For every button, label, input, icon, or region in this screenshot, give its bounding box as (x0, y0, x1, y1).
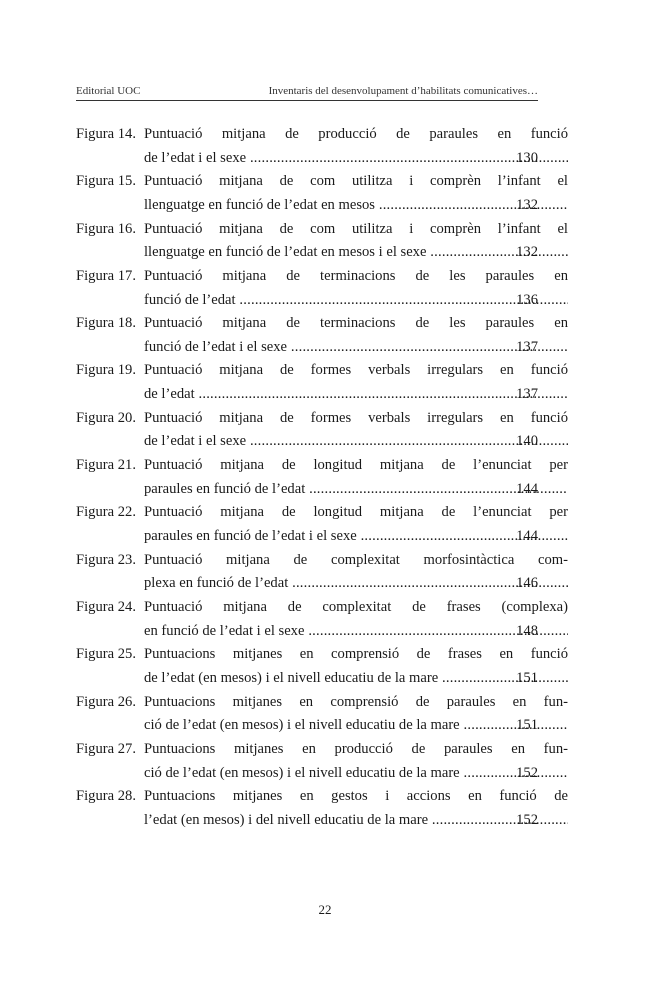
figure-page-number: 148 (516, 622, 538, 639)
figure-caption-line-1: Puntuació mitjana de complexitat morfosintàctica com- (144, 551, 568, 568)
toc-entry (76, 785, 568, 832)
figure-page-number: 144 (516, 480, 538, 497)
figure-page-number: 144 (516, 528, 538, 545)
figure-caption-line-1: Puntuació mitjana de terminacions de les paraules en (144, 315, 568, 332)
toc-entry (76, 454, 568, 501)
figure-caption-line-2: paraules en funció de l’edat i el sexe ..... (144, 525, 568, 549)
figure-label: Figura 15. (76, 173, 136, 190)
figure-caption-line-2: llenguatge en funció de l’edat en mesos ..... (144, 194, 568, 218)
figure-label: Figura 26. (76, 693, 136, 710)
figure-caption-line-1: Puntuacions mitjanes en comprensió de frases en funció (144, 646, 568, 663)
figure-caption-line-2: funció de l’edat ..... (144, 289, 568, 313)
figure-caption-line-1: Puntuació mitjana de complexitat de frases (complexa) (144, 598, 568, 615)
figure-label: Figura 16. (76, 220, 136, 237)
toc-entry (76, 170, 568, 217)
figure-caption-line-1: Puntuacions mitjanes en comprensió de paraules en fun- (144, 693, 568, 710)
figure-caption-line-1: Puntuació mitjana de terminacions de les paraules en (144, 267, 568, 284)
toc-entry (76, 596, 568, 643)
figure-caption-line-2: funció de l’edat i el sexe ..... (144, 336, 568, 360)
figure-label: Figura 28. (76, 788, 136, 805)
page-number: 22 (318, 902, 332, 917)
figure-caption-line-2: paraules en funció de l’edat ..... (144, 478, 568, 502)
figure-caption-line-2: ció de l’edat (en mesos) i el nivell educatiu de la mare ..... (144, 762, 568, 786)
toc-entry (76, 501, 568, 548)
figure-caption-line-1: Puntuació mitjana de com utilitza i comprèn l’infant el (144, 173, 568, 190)
figure-label: Figura 18. (76, 315, 136, 332)
figure-caption-line-2: l’edat (en mesos) i del nivell educatiu de la mare ..... (144, 809, 568, 833)
figure-page-number: 151 (516, 717, 538, 734)
figure-caption-line-2: llenguatge en funció de l’edat en mesos i el sexe ..... (144, 241, 568, 265)
toc-entry (76, 738, 568, 785)
figure-caption-line-2: de l’edat i el sexe ..... (144, 430, 568, 454)
figure-page-number: 137 (516, 338, 538, 355)
figure-caption-line-1: Puntuació mitjana de formes verbals irregulars en funció (144, 362, 568, 379)
figure-caption-line-2: plexa en funció de l’edat ..... (144, 572, 568, 596)
figure-label: Figura 17. (76, 267, 136, 284)
header-publisher: Editorial UOC (76, 85, 141, 97)
figure-label: Figura 25. (76, 646, 136, 663)
toc-entry (76, 218, 568, 265)
figure-caption-line-2: de l’edat (en mesos) i el nivell educatiu de la mare ..... (144, 667, 568, 691)
figure-label: Figura 14. (76, 126, 136, 142)
figure-label: Figura 20. (76, 409, 136, 426)
figure-caption-line-1: Puntuació mitjana de longitud mitjana de l’enunciat per (144, 504, 568, 521)
figure-page-number: 130 (516, 149, 538, 166)
toc-entry (76, 407, 568, 454)
toc-entry (76, 265, 568, 312)
figure-page-number: 152 (516, 764, 538, 781)
figure-label: Figura 22. (76, 504, 136, 521)
figure-caption-line-2: ció de l’edat (en mesos) i el nivell educatiu de la mare ..... (144, 714, 568, 738)
header-book-title: Inventaris del desenvolupament d’habilitats comunicatives… (268, 85, 538, 97)
figure-page-number: 136 (516, 291, 538, 308)
toc-entry (76, 312, 568, 359)
figure-page-number: 146 (516, 575, 538, 592)
running-header (76, 84, 538, 101)
figure-caption-line-1: Puntuacions mitjanes en producció de paraules en fun- (144, 740, 568, 757)
list-of-figures (76, 123, 568, 832)
figure-label: Figura 19. (76, 362, 136, 379)
figure-caption-line-1: Puntuació mitjana de producció de paraules en funció (144, 126, 568, 142)
figure-caption-line-1: Puntuació mitjana de formes verbals irregulars en funció (144, 409, 568, 426)
figure-page-number: 140 (516, 433, 538, 450)
figure-caption-line-2: de l’edat ..... (144, 383, 568, 407)
figure-label: Figura 23. (76, 551, 136, 568)
figure-page-number: 132 (516, 196, 538, 213)
figure-label: Figura 27. (76, 740, 136, 757)
figure-caption-line-1: Puntuació mitjana de longitud mitjana de l’enunciat per (144, 457, 568, 474)
figure-label: Figura 21. (76, 457, 136, 474)
toc-entry (76, 549, 568, 596)
figure-page-number: 132 (516, 244, 538, 261)
figure-caption-line-1: Puntuacions mitjanes en gestos i accions en funció de (144, 788, 568, 805)
toc-entry (76, 643, 568, 690)
toc-entry (76, 359, 568, 406)
toc-entry (76, 691, 568, 738)
figure-caption-line-2: de l’edat i el sexe ..... (144, 147, 568, 171)
figure-page-number: 137 (516, 386, 538, 403)
figure-page-number: 151 (516, 669, 538, 686)
figure-caption-line-2: en funció de l’edat i el sexe ..... (144, 620, 568, 644)
figure-page-number: 152 (516, 811, 538, 828)
figure-caption-line-1: Puntuació mitjana de com utilitza i comprèn l’infant el (144, 220, 568, 237)
toc-entry (76, 123, 568, 170)
figure-label: Figura 24. (76, 598, 136, 615)
